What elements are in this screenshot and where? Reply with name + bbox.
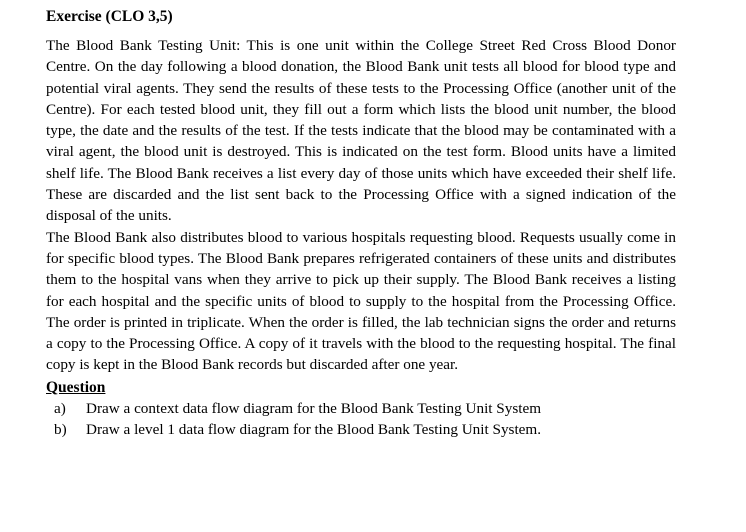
- exercise-document: [46, 6, 676, 440]
- question-item: [46, 398, 676, 419]
- question-item: [46, 419, 676, 440]
- question-marker: a): [54, 399, 66, 417]
- question-text: Draw a context data flow diagram for the Blood Bank Testing Unit System: [86, 399, 542, 417]
- question-heading: Question: [46, 378, 106, 396]
- question-marker: b): [54, 420, 67, 438]
- paragraph-testing-unit: The Blood Bank Testing Unit: This is one unit within the College Street Red Cross Blood Donor Centre. On the day following a blood donation, the Blood Bank unit tests all blood for blood type and potential viral agents. They send the results of these tests to the Processing Office (another unit of the Centre). For each tested blood unit, they fill out a form which lists the blood unit number, the blood type, the date and the results of the test. If the tests indicate that the blood may be contaminated with a viral agent, the blood unit is destroyed. This is indicated on the test form. Blood units have a limited shelf life. The Blood Bank receives a list every day of those units which have exceeded their shelf life. These are discarded and the list sent back to the Processing Office with a signed indication of the disposal of the units.: [46, 37, 676, 225]
- paragraph-distribution: The Blood Bank also distributes blood to various hospitals requesting blood. Requests usually come in for specific blood types. The Blood Bank prepares refrigerated containers of these units and distributes them to the hospital vans when they arrive to pick up their supply. The Blood Bank receives a listing for each hospital and the specific units of blood to supply to the hospital from the Processing Office. The order is printed in triplicate. When the order is filled, the lab technician signs the order and returns a copy to the Processing Office. A copy of it travels with the blood to the requesting hospital. The final copy is kept in the Blood Bank records but discarded after one year.: [46, 228, 676, 374]
- question-list: [46, 398, 676, 440]
- exercise-title: Exercise (CLO 3,5): [46, 8, 173, 25]
- question-text: Draw a level 1 data flow diagram for the Blood Bank Testing Unit System.: [86, 420, 542, 438]
